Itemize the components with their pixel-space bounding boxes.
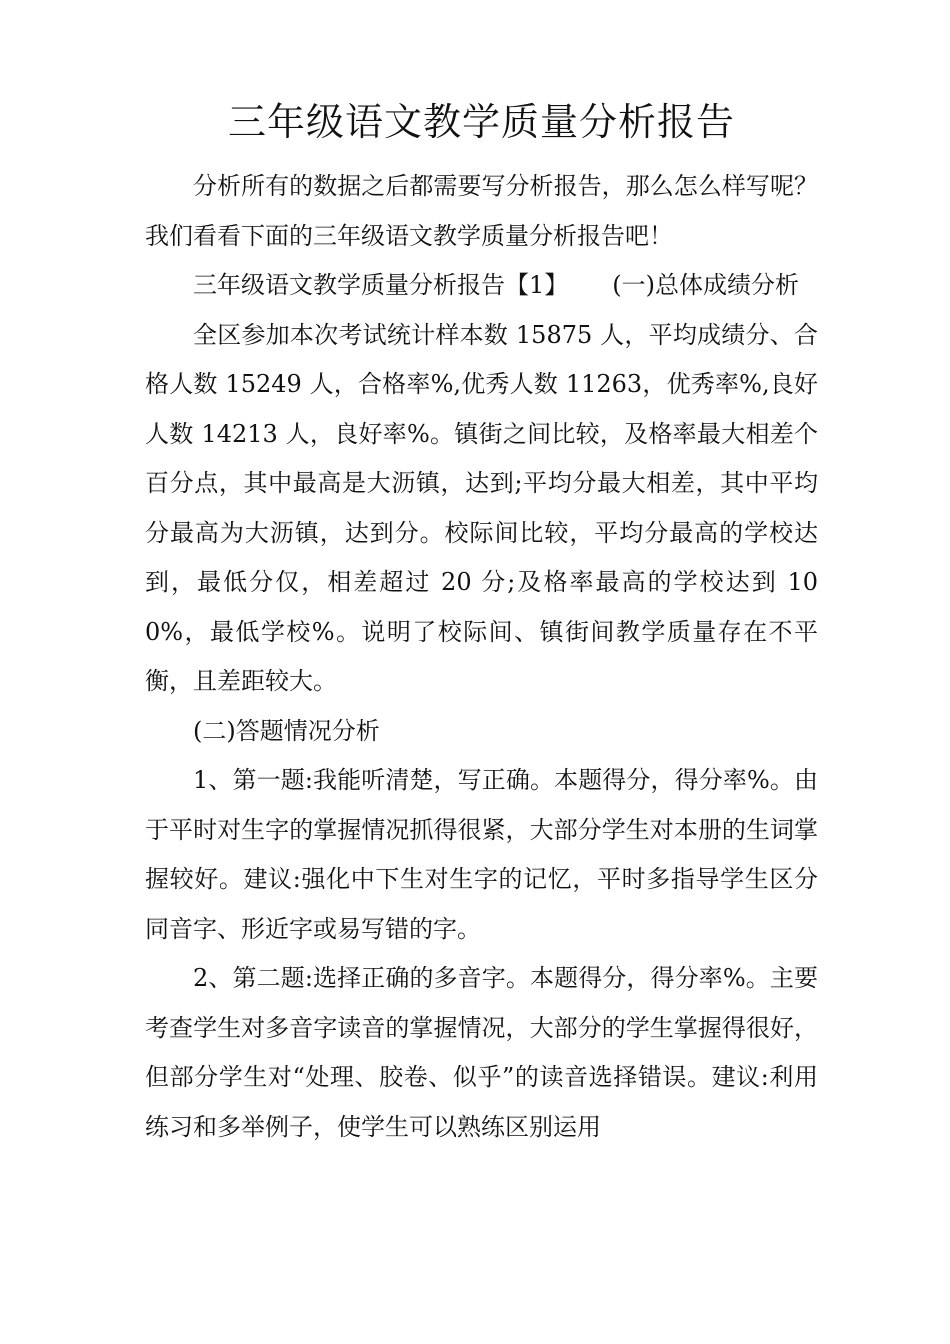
overall-analysis-paragraph: 全区参加本次考试统计样本数 15875 人，平均成绩分、合格人数 15249 人，合格率%,优秀人数 11263，优秀率%,良好人数 14213 人，良好率%。镇街之间比较，及格率最大相差个百分点，其中最高是大沥镇，达到;平均分最大相差，其中平均分最高为大沥镇，达到分。校际间比较，平均分最高的学校达到，最低分仅，相差超过 20 分;及格率最高的学校达到 100%，最低学校%。说明了校际间、镇街间教学质量存在不平衡，且差距较大。 (145, 320, 818, 695)
answer-analysis-heading: (二)答题情况分析 (193, 716, 380, 745)
intro-paragraph: 分析所有的数据之后都需要写分析报告，那么怎么样写呢？我们看看下面的三年级语文教学质量分析报告吧！ (145, 172, 818, 250)
question-two-paragraph: 2、第二题:选择正确的多音字。本题得分，得分率%。主要考查学生对多音字读音的掌握情况，大部分的学生掌握得很好，但部分学生对“处理、胶卷、似乎”的读音选择错误。建议:利用练习和多举例子，使学生可以熟练区别运用 (145, 964, 818, 1141)
question-one-paragraph: 1、第一题:我能听清楚，写正确。本题得分，得分率%。由于平时对生字的掌握情况抓得很紧，大部分学生对本册的生词掌握较好。建议:强化中下生对生字的记忆，平时多指导学生区分同音字、形近字或易写错的字。 (145, 766, 818, 943)
section-heading-line (145, 261, 818, 311)
document-title: 三年级语文教学质量分析报告 (227, 100, 735, 144)
overall-score-heading: (一)总体成绩分析 (612, 271, 800, 299)
report-heading: 三年级语文教学质量分析报告【1】 (193, 271, 569, 299)
